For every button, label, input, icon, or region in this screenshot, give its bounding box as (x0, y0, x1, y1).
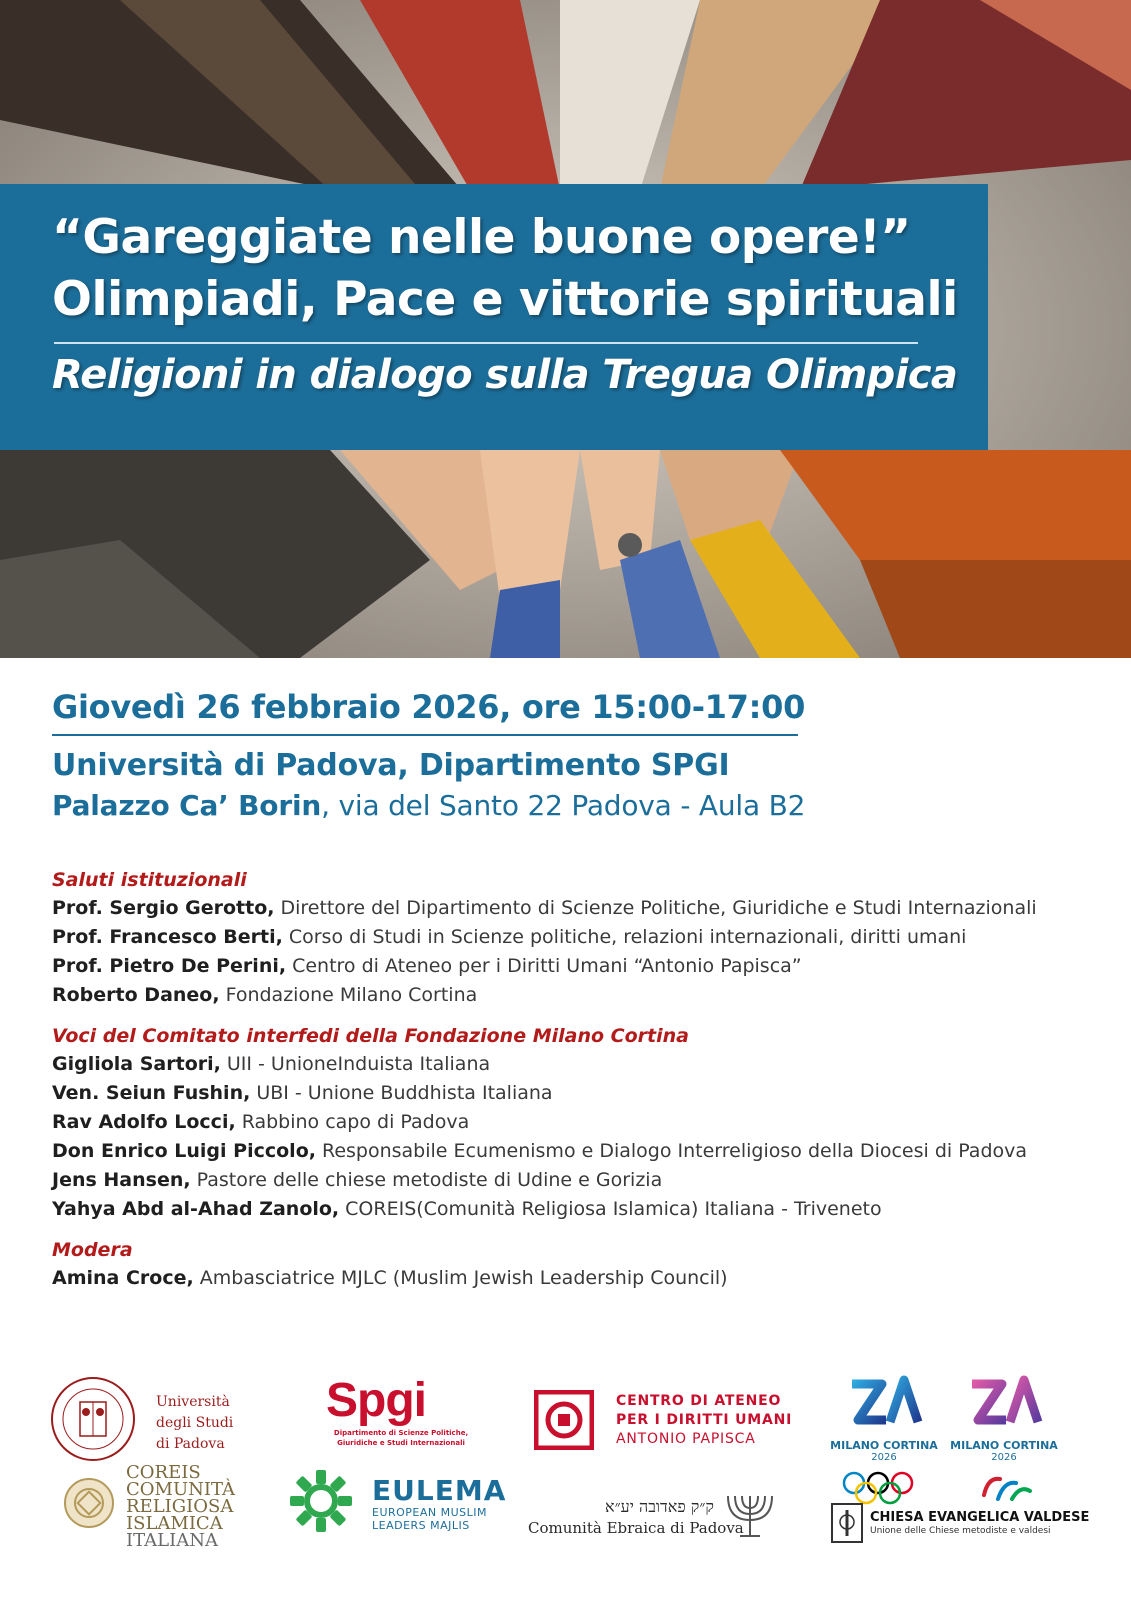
coreis-emblem-icon (62, 1476, 116, 1530)
speaker-row (52, 952, 1112, 981)
speaker-name: Prof. Pietro De Perini, (52, 955, 287, 977)
milano-cortina-year: 2026 (871, 1452, 897, 1463)
eulema-sub: EUROPEAN MUSLIM (372, 1506, 488, 1519)
speaker-row (52, 1108, 1112, 1137)
coreis-wordmark (126, 1464, 235, 1549)
title-banner (0, 184, 988, 450)
coreis-line: ITALIANA (126, 1530, 218, 1551)
speaker-name: Rav Adolfo Locci, (52, 1111, 236, 1133)
milano-cortina-label: MILANO CORTINA (950, 1439, 1058, 1452)
ebraica-italian: Comunità Ebraica di Padova (528, 1519, 744, 1537)
event-venue: Università di Padova, Dipartimento SPGI (52, 748, 730, 783)
milano-cortina-olympic-logo (828, 1370, 940, 1509)
speaker-row (52, 1264, 1112, 1293)
centro-diritti-umani-wordmark (616, 1392, 792, 1449)
speaker-name: Gigliola Sartori, (52, 1053, 221, 1075)
section-title-voices: Voci del Comitato interfedi della Fondazione Milano Cortina (52, 1025, 689, 1047)
speaker-role: UBI - Unione Buddhista Italiana (256, 1082, 553, 1104)
unipd-line: Università (156, 1394, 230, 1410)
milano-cortina-paralympic-logo (948, 1370, 1060, 1509)
speaker-role: Pastore delle chiese metodiste di Udine e Gorizia (196, 1169, 663, 1191)
speaker-row (52, 1166, 1112, 1195)
title-line-2: Olimpiadi, Pace e vittorie spirituali (52, 272, 958, 327)
olympic-rings-icon (828, 1469, 940, 1505)
speaker-row (52, 1195, 1112, 1224)
unipd-wordmark (156, 1392, 233, 1455)
speaker-role: Fondazione Milano Cortina (225, 984, 478, 1006)
partner-logos (0, 1370, 1131, 1600)
speaker-role: Rabbino capo di Padova (241, 1111, 470, 1133)
coreis-line: COMUNITÀ (126, 1479, 236, 1500)
eulema-name: EULEMA (372, 1474, 507, 1507)
valdese-wordmark (870, 1510, 1089, 1537)
speaker-role: Responsabile Ecumenismo e Dialogo Interreligioso della Diocesi di Padova (321, 1140, 1028, 1162)
eulema-sub: LEADERS MAJLIS (372, 1519, 470, 1532)
speaker-role: Direttore del Dipartimento di Scienze Politiche, Giuridiche e Studi Internazionali (280, 897, 1037, 919)
milano-cortina-emblem-icon (948, 1370, 1060, 1436)
valdese-name: CHIESA EVANGELICA VALDESE (870, 1510, 1090, 1525)
speaker-name: Amina Croce, (52, 1267, 194, 1289)
speaker-role: UII - UnioneInduista Italiana (226, 1053, 491, 1075)
title-divider (54, 342, 918, 344)
speaker-row (52, 1137, 1112, 1166)
speaker-row (52, 923, 1112, 952)
centro-line: CENTRO DI ATENEO (616, 1393, 782, 1409)
title-line-1: “Gareggiate nelle buone opere!” (52, 210, 911, 265)
title-subtitle: Religioni in dialogo sulla Tregua Olimpica (52, 352, 958, 398)
menorah-icon (722, 1492, 778, 1540)
comunita-ebraica-wordmark (528, 1496, 744, 1538)
speaker-name: Roberto Daneo, (52, 984, 220, 1006)
milano-cortina-emblem-icon (828, 1370, 940, 1436)
speaker-row (52, 1050, 1112, 1079)
section-title-moderator: Modera (52, 1239, 133, 1261)
program (52, 866, 1112, 1293)
speaker-role: COREIS(Comunità Religiosa Islamica) Italiana - Triveneto (345, 1198, 882, 1220)
unipd-line: di Padova (156, 1436, 225, 1452)
eulema-emblem-icon (288, 1468, 354, 1534)
valdese-sub: Unione delle Chiese metodiste e valdesi (870, 1526, 1051, 1536)
spgi-sub-2: Giuridiche e Studi Internazionali (337, 1439, 465, 1447)
speaker-name: Yahya Abd al-Ahad Zanolo, (52, 1198, 340, 1220)
valdese-emblem-icon (830, 1502, 864, 1544)
coreis-line: COREIS (126, 1462, 201, 1483)
milano-cortina-label: MILANO CORTINA (830, 1439, 938, 1452)
speaker-row (52, 981, 1112, 1010)
speaker-role: Centro di Ateneo per i Diritti Umani “Antonio Papisca” (292, 955, 802, 977)
centro-line: PER I DIRITTI UMANI (616, 1412, 793, 1428)
speaker-name: Ven. Seiun Fushin, (52, 1082, 251, 1104)
event-building: Palazzo Ca’ Borin (52, 789, 322, 822)
ebraica-hebrew: ק״ק פאדובה יע״א (605, 1497, 714, 1516)
event-date: Giovedì 26 febbraio 2026, ore 15:00-17:00 (52, 688, 806, 726)
speaker-name: Prof. Francesco Berti, (52, 926, 283, 948)
speaker-name: Prof. Sergio Gerotto, (52, 897, 275, 919)
speaker-name: Don Enrico Luigi Piccolo, (52, 1140, 316, 1162)
event-street: , via del Santo 22 Padova - Aula B2 (321, 789, 806, 822)
unipd-line: degli Studi (156, 1415, 234, 1431)
unipd-seal-icon (50, 1376, 136, 1462)
milano-cortina-year: 2026 (991, 1452, 1017, 1463)
eulema-wordmark (372, 1476, 506, 1532)
coreis-line: ISLAMICA (126, 1513, 223, 1534)
speaker-name: Jens Hansen, (52, 1169, 191, 1191)
event-info (52, 688, 1092, 822)
speaker-row (52, 894, 1112, 923)
centro-diritti-umani-icon (534, 1390, 594, 1450)
coreis-line: RELIGIOSA (126, 1496, 234, 1517)
centro-line: ANTONIO PAPISCA (616, 1431, 756, 1447)
spgi-mark: Spgi (326, 1374, 426, 1427)
speaker-row (52, 1079, 1112, 1108)
event-address (52, 789, 1092, 822)
spgi-logo (326, 1374, 476, 1448)
speaker-role: Ambasciatrice MJLC (Muslim Jewish Leadership Council) (199, 1267, 728, 1289)
paralympic-agitos-icon (948, 1469, 1060, 1505)
section-title-greetings: Saluti istituzionali (52, 869, 247, 891)
speaker-role: Corso di Studi in Scienze politiche, relazioni internazionali, diritti umani (288, 926, 967, 948)
date-divider (52, 734, 798, 736)
spgi-sub-1: Dipartimento di Scienze Politiche, (333, 1429, 469, 1437)
